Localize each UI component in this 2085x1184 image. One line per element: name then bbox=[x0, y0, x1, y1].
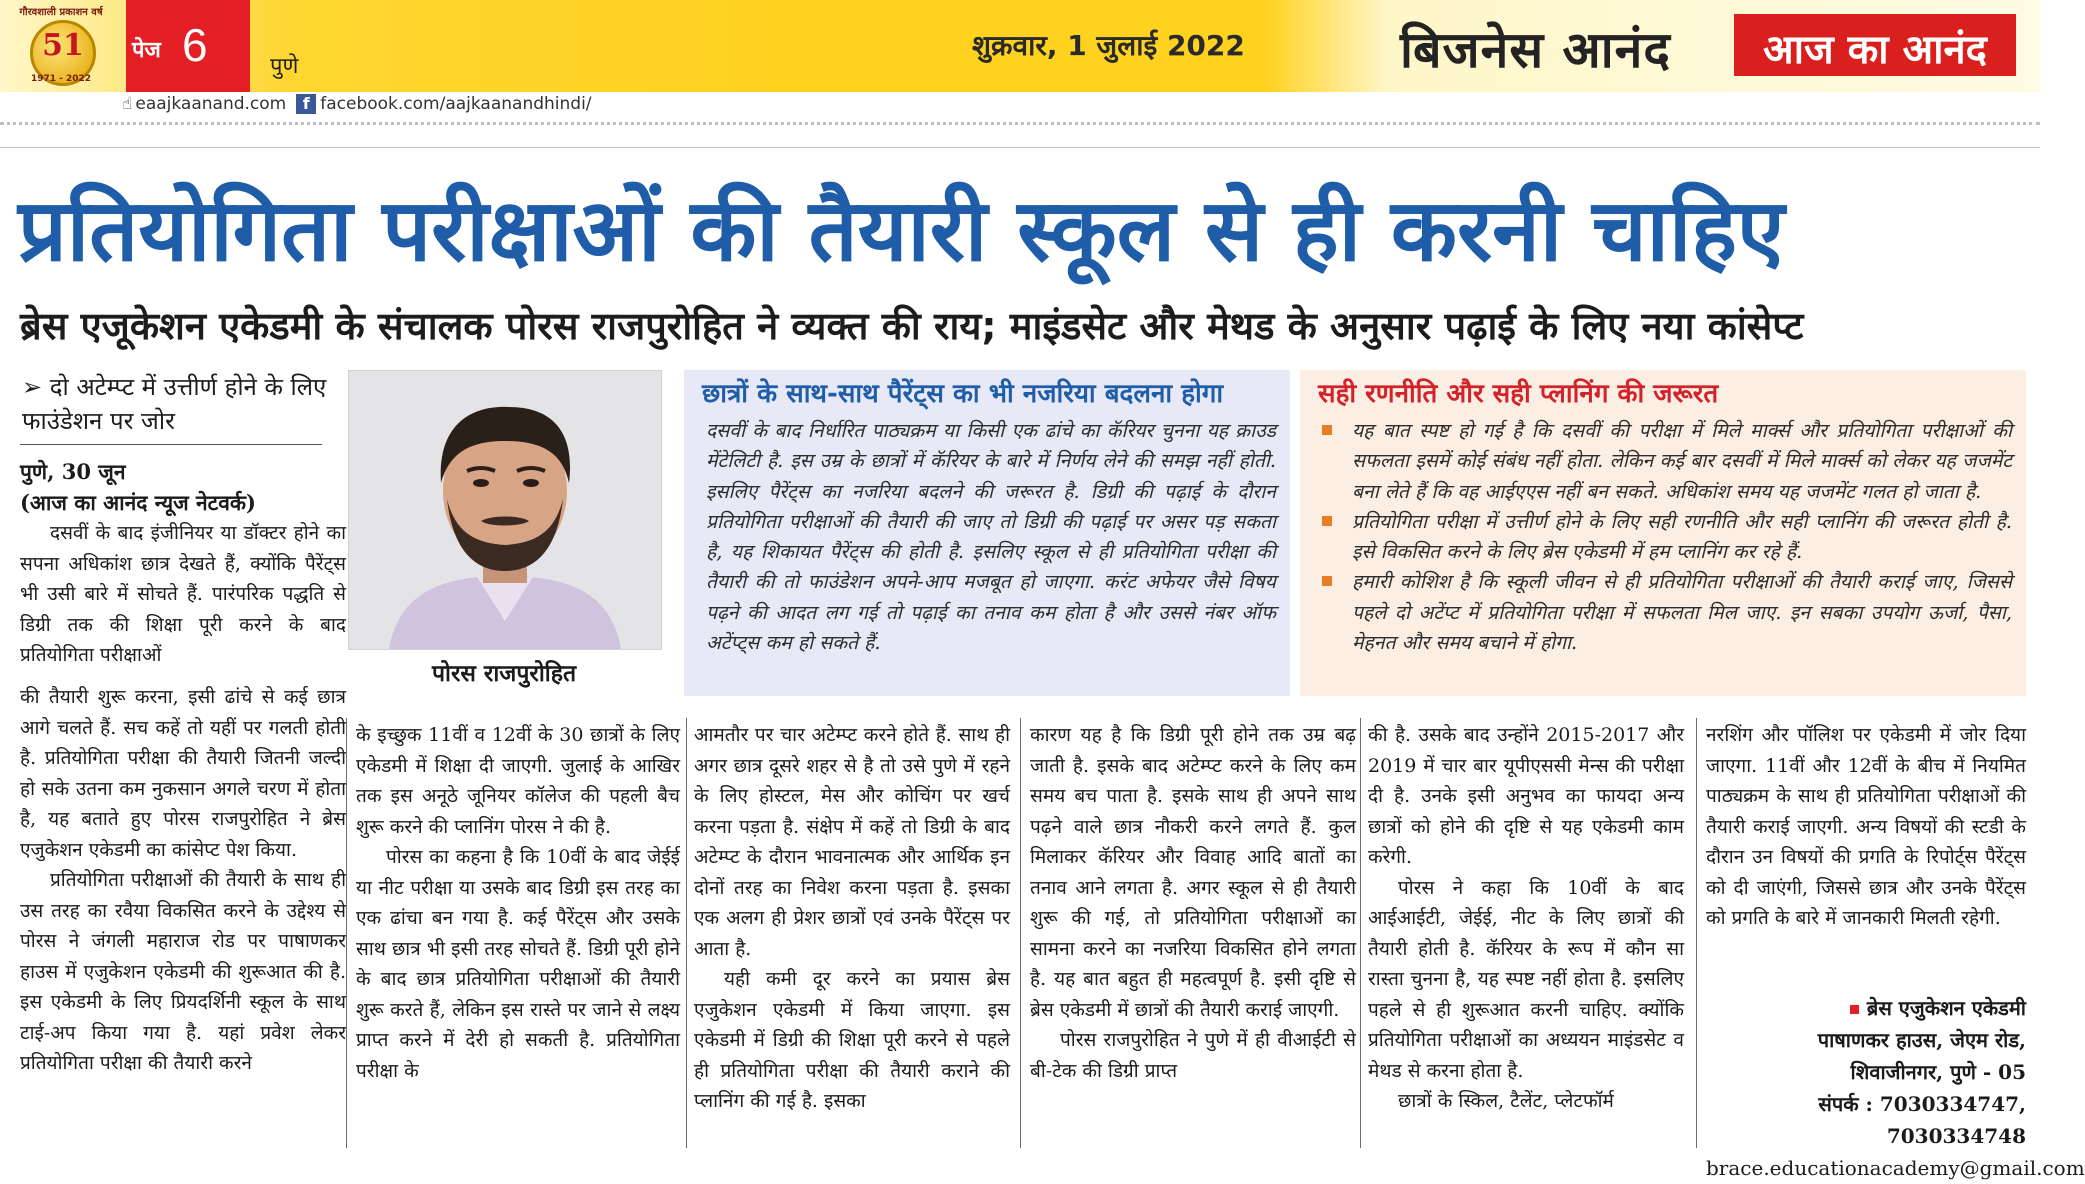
page-number: 6 bbox=[182, 19, 208, 71]
column-rule bbox=[1360, 718, 1361, 1148]
logo-caption: गौरवशाली प्रकाशन वर्ष bbox=[19, 7, 103, 18]
divider bbox=[0, 122, 2040, 125]
subheadline: ब्रेस एजूकेशन एकेडमी के संचालक पोरस राजपुरोहित ने व्यक्त की राय; माइंडसेट और मेथड के अनुसार पढ़ाई के लिए नया कांसेप्ट bbox=[20, 304, 1804, 348]
news-agency: (आज का आनंद न्यूज नेटवर्क) bbox=[20, 490, 256, 515]
divider bbox=[20, 444, 322, 445]
pointer-icon: ☝ bbox=[122, 94, 133, 114]
strategy-points bbox=[1318, 416, 2012, 658]
column-1-intro bbox=[20, 518, 346, 671]
list-item bbox=[1318, 416, 2012, 507]
paragraph: नरशिंग और पॉलिश पर एकेडमी में जोर दिया जाएगा. 11वीं और 12वीं के बीच में नियमित पाठ्यक्रम के साथ ही प्रतियोगिता परीक्षाओं की तैयारी कराई जाएगी. अन्य विषयों की स्टडी के दौरान उन विषयों की प्रगति के रिपोर्ट्स पैरेंट्स को दी जाएंगी, जिससे छात्र और उनके पैरेंट्स को प्रगति के बारे में जानकारी मिलती रहेगी. bbox=[1706, 724, 2026, 929]
issue-date: शुक्रवार, 1 जुलाई 2022 bbox=[972, 29, 1245, 62]
paragraph: आमतौर पर चार अटेम्प्ट करने होते हैं. साथ ही अगर छात्र दूसरे शहर से है तो उसे पुणे में रहने के लिए होस्टल, मेस और कोचिंग पर खर्च करना पड़ता है. संक्षेप में कहें तो डिग्री के बाद अटेम्प्ट के दौरान भावनात्मक और आर्थिक इन दोनों तरह का निवेश करना पड़ता है. इसका एक अलग ही प्रेशर छात्रों एवं उनके पैरेंट्स पर आता है. bbox=[694, 724, 1010, 960]
column-5 bbox=[1368, 720, 1684, 1117]
column-rule bbox=[346, 718, 347, 1148]
bullet-square-icon bbox=[1850, 1005, 1859, 1014]
arrow-icon: ➢ bbox=[22, 373, 50, 401]
paragraph: पोरस राजपुरोहित ने पुणे में ही वीआईटी से बी-टेक की डिग्री प्राप्त bbox=[1030, 1029, 1356, 1082]
column-rule bbox=[1696, 718, 1697, 1148]
headline: प्रतियोगिता परीक्षाओं की तैयारी स्कूल से ही करनी चाहिए bbox=[18, 181, 1785, 281]
paragraph: यही कमी दूर करने का प्रयास ब्रेस एजुकेशन एकेडमी में किया जाएगा. इस एकेडमी में डिग्री की शिक्षा पूरी करने से पहले ही प्रतियोगिता परीक्षा की तैयारी कराने की प्लानिंग की गई है. इसका bbox=[694, 968, 1010, 1112]
bullet-square-icon bbox=[1322, 516, 1332, 526]
facebook-icon: f bbox=[296, 94, 316, 114]
anniversary-logo bbox=[2, 4, 120, 92]
photo-caption: पोरस राजपुरोहित bbox=[431, 660, 577, 687]
phone-label: संपर्क : bbox=[1818, 1092, 1873, 1116]
paragraph: की है. उसके बाद उन्होंने 2015-2017 और 2019 में चार बार यूपीएससी मेन्स की परीक्षा दी है. उनके इसी अनुभव का फायदा अन्य छात्रों को होने की दृष्टि से यह एकेडमी काम करेगी. bbox=[1368, 724, 1684, 868]
academy-name: ब्रेस एजुकेशन एकेडमी bbox=[1866, 996, 2026, 1020]
column-4 bbox=[1030, 720, 1356, 1086]
phone-numbers: 7030334747, 7030334748 bbox=[1879, 1092, 2026, 1148]
strategy-box-title: सही रणनीति और सही प्लानिंग की जरूरत bbox=[1318, 379, 1719, 409]
list-item-text: प्रतियोगिता परीक्षा में उत्तीर्ण होने के लिए सही रणनीति और सही प्लानिंग की जरूरत होती है. इसे विकसित करने के लिए ब्रेस एकेडमी में हम प्लानिंग कर रहे हैं. bbox=[1352, 509, 2012, 564]
email-link[interactable]: brace.educationacademy@gmail.com bbox=[1706, 1156, 2085, 1180]
section-title: बिजनेस आनंद bbox=[1400, 21, 1671, 79]
kicker-text: दो अटेम्प्ट में उत्तीर्ण होने के लिए फाउंडेशन पर जोर bbox=[22, 373, 327, 435]
column-rule bbox=[686, 718, 687, 1148]
paragraph: के इच्छुक 11वीं व 12वीं के 30 छात्रों के लिए एकेडमी में शिक्षा दी जाएगी. जुलाई के आखिर तक इस अनूठे जूनियर कॉलेज की पहली बैच शुरू करने की प्लानिंग पोरस ने की है. bbox=[356, 724, 680, 838]
paragraph: कारण यह है कि डिग्री पूरी होने तक उम्र बढ़ जाती है. इसके बाद अटेम्प्ट करने के लिए कम समय बच पाता है. इसके साथ ही अपने साथ पढ़ने वाले छात्र नौकरी करने लगते हैं. कुल मिलाकर कॅरियर और विवाह आदि बातों का तनाव आने लगता है. अगर स्कूल से ही तैयारी शुरू की गई, तो प्रतियोगिता परीक्षाओं का सामना करने का नजरिया विकसित होने लगता है. यह बात बहुत ही महत्वपूर्ण है. इसी दृष्टि से ब्रेस एकेडमी में छात्रों की तैयारी कराई जाएगी. bbox=[1030, 724, 1356, 1021]
bullet-square-icon bbox=[1322, 425, 1332, 435]
address-line-2: शिवाजीनगर, पुणे - 05 bbox=[1850, 1060, 2026, 1084]
person-portrait-icon bbox=[349, 371, 661, 649]
address-line-1: पाषाणकर हाउस, जेएम रोड, bbox=[1817, 1028, 2026, 1052]
paragraph: छात्रों के स्किल, टैलेंट, प्लेटफॉर्म bbox=[1398, 1090, 1614, 1112]
parents-box-title: छात्रों के साथ-साथ पैरेंट्स का भी नजरिया बदलना होगा bbox=[702, 379, 1224, 409]
divider bbox=[0, 147, 2040, 148]
paragraph: दसवीं के बाद इंजीनियर या डॉक्टर होने का सपना अधिकांश छात्र देखते हैं, क्योंकि पैरेंट्स भी उसी बारे में सोचते हैं. पारंपरिक पद्धति से डिग्री तक की शिक्षा पूरी करने के बाद प्रतियोगिता परीक्षाओं bbox=[20, 522, 346, 666]
paragraph: प्रतियोगिता परीक्षाओं की तैयारी के साथ ही उस तरह का रवैया विकसित करने के उद्देश्य से पोरस ने जंगली महाराज रोड पर पाषाणकर हाउस में एजुकेशन एकेडमी की शुरूआत की है. इस एकेडमी के लिए प्रियदर्शिनी स्कूल के साथ टाई-अप किया गया है. यहां प्रवेश लेकर प्रतियोगिता परीक्षा की तैयारी करने bbox=[20, 869, 346, 1074]
logo-years: 1971 - 2022 bbox=[30, 74, 92, 84]
list-item-text: हमारी कोशिश है कि स्कूली जीवन से ही प्रतियोगिता परीक्षाओं की तैयारी कराई जाए, जिससे पहले दो अटेंप्ट में प्रतियोगिता परीक्षा में सफलता मिल जाए. इन सबका उपयोग ऊर्जा, पैसा, मेहनत और समय बचाने में होगा. bbox=[1352, 570, 2012, 655]
kicker bbox=[22, 370, 332, 438]
bullet-square-icon bbox=[1322, 576, 1332, 586]
column-1 bbox=[20, 682, 346, 1079]
facebook-link[interactable]: facebook.com/aajkaanandhindi/ bbox=[320, 94, 592, 114]
newspaper-brand: आज का आनंद bbox=[1763, 27, 1987, 73]
column-2 bbox=[356, 720, 680, 1086]
list-item bbox=[1318, 567, 2012, 658]
list-item-text: यह बात स्पष्ट हो गई है कि दसवीं की परीक्षा में मिले मार्क्स और प्रतियोगिता परीक्षाओं की सफलता इसमें कोई संबंध नहीं होता. लेकिन कई बार दसवीं में मिले मार्क्स को लेकर यह जजमेंट बना लेते हैं कि वह आईएएस नहीं बन सकते. अधिकांश समय यह जजमेंट गलत हो जाता है. bbox=[1352, 419, 2012, 503]
column-3 bbox=[694, 720, 1010, 1117]
parents-box-body: दसवीं के बाद निर्धारित पाठ्यक्रम या किसी एक ढांचे का कॅरियर चुनना यह क्राउड मेंटेलिटी है. इस उम्र के छात्रों में कॅरियर के बारे में निर्णय लेने की समझ नहीं होती. इसलिए पैरेंट्स का नजरिया बदलने की जरूरत है. डिग्री की पढ़ाई के दौरान प्रतियोगिता परीक्षाओं की तैयारी की जाए तो डिग्री की पढ़ाई पर असर पड़ सकता है, यह शिकायत पैरेंट्स की होती है. इसलिए स्कूल से ही प्रतियोगिता परीक्षा की तैयारी की तो फाउंडेशन अपने-आप मजबूत हो जाएगा. करंट अफेयर जैसे विषय पढ़ने की आदत लग गई तो पढ़ाई का तनाव कम होता है और उससे नंबर ऑफ अटेंप्ट्स कम हो सकते हैं. bbox=[706, 419, 1276, 655]
portrait-photo bbox=[348, 370, 662, 650]
website-link[interactable]: eaajkaanand.com bbox=[135, 94, 287, 114]
list-item bbox=[1318, 507, 2012, 568]
paragraph: की तैयारी शुरू करना, इसी ढांचे से कई छात्र आगे चलते हैं. सच कहें तो यहीं पर गलती होती है. प्रतियोगिता परीक्षा की तैयारी जितनी जल्दी हो सके उतना कम नुकसान अगले चरण में होता है, यह बताते हुए पोरस राजपुरोहित ने ब्रेस एजुकेशन एकेडमी का कांसेप्ट पेश किया. bbox=[20, 686, 346, 861]
column-6 bbox=[1706, 720, 2026, 934]
logo-number: 51 bbox=[42, 28, 84, 63]
dateline bbox=[20, 456, 340, 518]
paragraph: पोरस ने कहा कि 10वीं के बाद आईआईटी, जेईई, नीट के लिए छात्रों की तैयारी होती है. कॅरियर के रूप में कौन सा रास्ता चुनना है, यह स्पष्ट नहीं होता है. इसलिए पहले से ही शुरूआत करनी चाहिए. क्योंकि प्रतियोगिता परीक्षाओं का अध्ययन माइंडसेट व मेथड से करना होता है. bbox=[1368, 876, 1684, 1082]
column-rule bbox=[1020, 718, 1021, 1148]
dateline-place: पुणे, 30 जून bbox=[20, 459, 126, 484]
page-label: पेज bbox=[132, 38, 161, 63]
contact-block bbox=[1706, 992, 2085, 1184]
paragraph: पोरस का कहना है कि 10वीं के बाद जेईई या नीट परीक्षा या उसके बाद डिग्री इस तरह का एक ढांचा बन गया है. कई पैरेंट्स और उसके साथ छात्र भी इसी तरह सोचते हैं. डिग्री पूरी होने के बाद छात्र प्रतियोगिता परीक्षाओं की तैयारी शुरू करते हैं, लेकिन इस रास्ते पर जाने से लक्ष्य प्राप्त करने में देरी हो सकती है. प्रतियोगिता परीक्षा के bbox=[356, 846, 680, 1082]
edition-city: पुणे bbox=[270, 54, 299, 79]
web-links bbox=[122, 94, 592, 114]
